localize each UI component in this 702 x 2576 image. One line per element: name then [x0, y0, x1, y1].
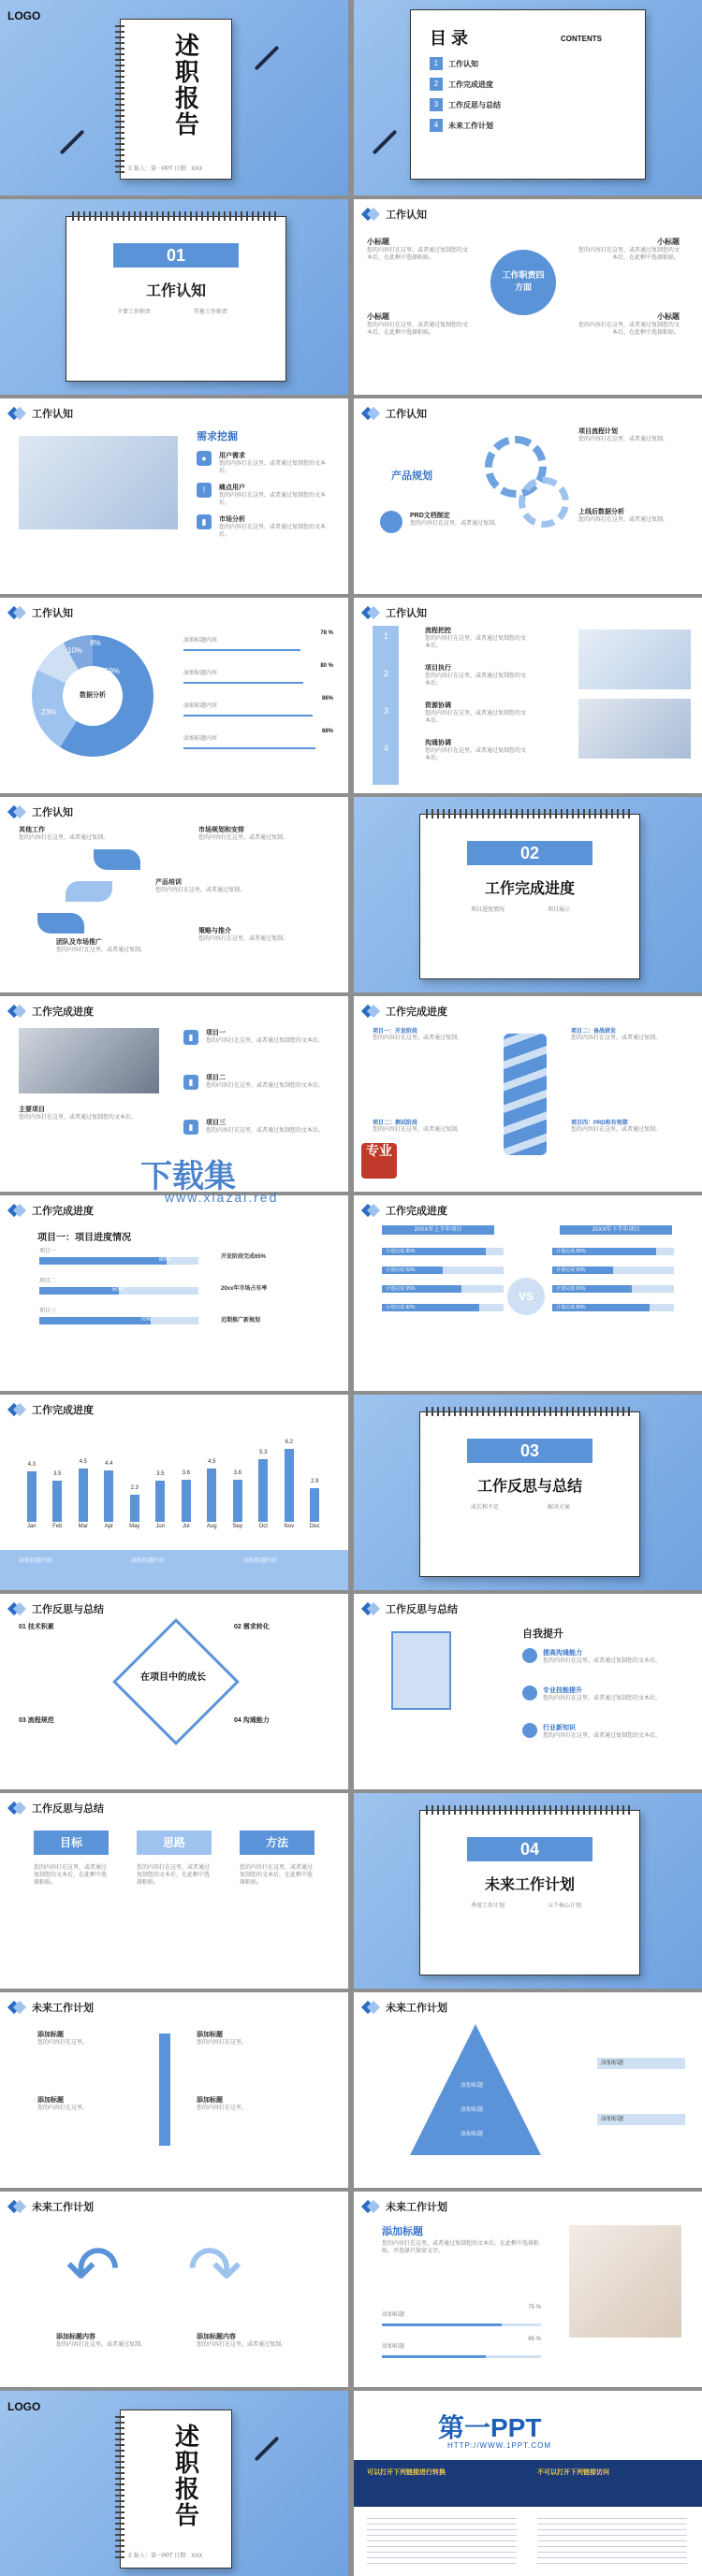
skill-item: 行业新知识 您的内容打在这里，或者通过复制您的文本后。 — [543, 1725, 662, 1739]
section-bullet: 五个核心计划 — [548, 1903, 582, 1909]
month-label: Jan — [26, 1524, 37, 1529]
plan-bar: 计划完成 65% — [382, 1285, 504, 1293]
section-title: 工作完成进度 — [484, 881, 575, 897]
plan-bar: 计划完成 65% — [552, 1285, 674, 1293]
promo-title[interactable]: 可以打开下列链接进行转换 — [367, 2469, 446, 2476]
progress-bar — [39, 1317, 198, 1324]
notebook — [419, 814, 640, 979]
project-item: 项目二：备战研发 您的内容打在这里，或者通过复制。 — [571, 1029, 662, 1041]
slide-promo[interactable] — [354, 2391, 702, 2576]
side-label: 添加标题 — [597, 2058, 685, 2069]
progress-item: 添加标题内容 86% — [183, 695, 333, 716]
quadrant-bottom-left: 小标题 您的内容打在这里，或者通过复制您的文本后，在此框中选择粘贴。 — [367, 312, 469, 336]
notebook — [410, 9, 646, 180]
skill-item: 提高沟通能力 您的内容打在这里，或者通过复制您的文本后。 — [543, 1650, 662, 1664]
project-item: 项目二 您的内容打在这里，或者通过复制您的文本后。 — [206, 1075, 325, 1089]
step-number: 2 — [384, 669, 389, 678]
diamond-icon — [363, 407, 380, 420]
contents-item[interactable]: 1 工作认知 — [430, 57, 501, 70]
progress-item: 添加标题 65 % — [382, 2336, 541, 2358]
slide-section-03[interactable] — [354, 1395, 702, 1590]
spiral — [115, 2416, 124, 2562]
project-item: 项目一 您的内容打在这里，或者通过复制您的文本后。 — [206, 1030, 325, 1044]
clipboard-icon — [391, 1631, 451, 1710]
notebook — [419, 1411, 640, 1577]
monthly-bar-chart — [19, 1430, 328, 1533]
row-label: 项目二 — [39, 1279, 57, 1284]
photo-placeholder — [569, 2225, 681, 2337]
slide-header: 工作认知 — [363, 605, 427, 620]
slide-header: 工作认知 — [363, 207, 427, 222]
section-bullet: 主要工作职责 — [117, 310, 152, 315]
slide-header: 工作反思与总结 — [9, 1801, 104, 1816]
progress-track — [382, 2323, 541, 2326]
step-number: 4 — [384, 744, 389, 753]
chat-icon — [522, 1686, 537, 1700]
diamond-icon — [9, 1204, 26, 1217]
plan-bar: 计划完成 80% — [552, 1304, 674, 1311]
footer-label: 添加标题内容 — [19, 1558, 53, 1564]
plan-bar: 计划完成 85% — [552, 1248, 674, 1255]
person-icon — [380, 511, 402, 533]
slide-header: 未来工作计划 — [9, 2000, 94, 2015]
chart-bar — [27, 1471, 37, 1522]
photo-placeholder — [578, 630, 691, 689]
progress-fill — [382, 2355, 486, 2358]
progress-fill — [382, 2323, 502, 2326]
progress-item: 添加标题 75 % — [382, 2304, 541, 2326]
note: 近期推广新规划 — [221, 1318, 261, 1324]
diamond-icon — [9, 1403, 26, 1416]
chart-icon: ▮ — [183, 1030, 198, 1045]
work-item: 市场规划和安排 您的内容打在这里，或者通过复制。 — [198, 827, 289, 841]
work-item: 其他工作 您的内容打在这里，或者通过复制。 — [19, 827, 110, 841]
eye-icon — [522, 1648, 537, 1663]
plan-item: PRD文档制定 您的内容打在这里，或者通过复制。 — [410, 513, 501, 527]
row-label: 项目三 — [39, 1309, 57, 1314]
chart-bar — [79, 1469, 88, 1522]
slide-reflection-2[interactable] — [354, 1594, 702, 1789]
progress-fill — [39, 1257, 167, 1265]
column-title: 方法 — [240, 1831, 314, 1855]
item-number: 3 — [430, 98, 443, 111]
progress-item: 添加标题内容 88% — [183, 728, 333, 749]
bar-value-label: 4.4 — [105, 1460, 113, 1467]
notebook — [419, 1810, 640, 1975]
diamond-icon — [363, 606, 380, 619]
chart-bar — [233, 1480, 242, 1522]
bar-value-label: 5.3 — [259, 1450, 268, 1456]
diamond-icon — [9, 805, 26, 818]
body-text: 您的内容打在这里，或者通过复制您的文本后，在此框中选择粘贴，并选择只保留文字。 — [382, 2241, 540, 2254]
growth-item: 03 流程规范 — [19, 1717, 54, 1724]
slide-progress-2[interactable] — [354, 996, 702, 1192]
pen-icon — [255, 2437, 280, 2462]
slide-header: 工作认知 — [9, 406, 73, 421]
work-item: 策略与推介 您的内容打在这里，或者通过复制。 — [198, 928, 289, 942]
progress-fill — [39, 1317, 151, 1324]
section-title: 项目一：项目进度情况 — [37, 1233, 131, 1243]
month-label: Jul — [182, 1524, 190, 1529]
slide-plan-2[interactable] — [354, 1992, 702, 2188]
section-number: 02 — [467, 841, 592, 865]
bar-value-label: 3.6 — [182, 1469, 190, 1476]
list-item: 市场分析 您的内容打在这里，或者通过复制您的文本后。 — [219, 516, 327, 538]
brand-name: 第一PPT — [438, 2413, 542, 2442]
work-item: 团队及市场推广 您的内容打在这里，或者通过复制。 — [56, 939, 147, 953]
bar-value-label: 2.9 — [311, 1478, 319, 1484]
chart-icon: ▮ — [183, 1075, 198, 1090]
project-item: 项目二：测试阶段 您的内容打在这里，或者通过复制。 — [373, 1121, 463, 1133]
contents-item[interactable]: 2 工作完成进度 — [430, 78, 501, 91]
list-item: 痛点用户 您的内容打在这里，或者通过复制您的文本后。 — [219, 485, 327, 506]
month-label: Nov — [284, 1524, 295, 1529]
progress-value: 70% — [140, 1317, 153, 1323]
chart-icon: ▮ — [197, 514, 212, 529]
slide-work-cognition-5[interactable] — [354, 598, 702, 793]
bar-value-label: 4.5 — [79, 1459, 87, 1466]
note: 20xx年市场占有率 — [221, 1286, 268, 1292]
section-number: 03 — [467, 1439, 592, 1463]
slide-work-cognition-2[interactable] — [0, 398, 348, 594]
section-title: 未来工作计划 — [484, 1877, 575, 1893]
slide-plan-3[interactable] — [0, 2192, 348, 2387]
quadrant-bottom-right: 小标题 您的内容打在这里，或者通过复制您的文本后，在此框中选择粘贴。 — [578, 312, 680, 336]
month-label: Dec — [309, 1524, 320, 1529]
donut-hole: 数据分析 — [63, 666, 123, 726]
section-bullet: 项目进度情况 — [471, 907, 505, 913]
pen-icon — [255, 46, 280, 71]
cover-title: 述职报告 — [175, 2423, 200, 2529]
pie-label: 23% — [41, 708, 57, 716]
slide-progress-3[interactable] — [0, 1195, 348, 1391]
progress-fill — [39, 1287, 119, 1295]
slide-reflection-3[interactable] — [0, 1793, 348, 1989]
watermark-text: 下载集 — [140, 1159, 236, 1194]
contents-item[interactable]: 4 未来工作计划 — [430, 119, 501, 132]
plan-item: 添加标题 您的内容打在这里。 — [37, 2032, 89, 2046]
footer-label: 添加标题内容 — [131, 1558, 166, 1564]
promo-band — [354, 2460, 702, 2507]
bar-value-label: 4.5 — [208, 1459, 216, 1466]
slide-closing-cover[interactable] — [0, 2391, 348, 2576]
diamond-icon — [9, 1602, 26, 1615]
photo-placeholder — [578, 699, 691, 759]
month-label: Sep — [232, 1524, 243, 1529]
pencil-spiral-icon — [504, 1034, 547, 1155]
column-text: 您的内容打在这里，或者通过复制您的文本后，在此框中选择粘贴。 — [137, 1865, 211, 1886]
footer-band — [0, 1550, 348, 1590]
cover-meta: 汇报人：第一PPT 日期：XXX — [128, 2554, 203, 2559]
progress-line — [183, 682, 303, 684]
chart-icon: ▮ — [183, 1120, 198, 1135]
promo-title[interactable]: 不可以打开下列链接访问 — [537, 2469, 609, 2476]
progress-list — [183, 630, 333, 749]
section-title: 添加标题 — [382, 2226, 423, 2237]
slide-section-02[interactable] — [354, 797, 702, 992]
logo: LOGO — [7, 9, 41, 22]
diamond-icon — [363, 208, 380, 221]
slide-header: 工作认知 — [363, 406, 427, 421]
forward-arrow-icon: ↷ — [187, 2233, 242, 2306]
step-number: 1 — [384, 631, 389, 641]
contents-title: 目 录 — [430, 29, 469, 48]
progress-value: 50% — [112, 1287, 124, 1293]
pie-label: 59% — [105, 667, 121, 675]
notebook — [120, 2410, 232, 2569]
section-title: 自我提升 — [522, 1628, 563, 1640]
slide-cover[interactable] — [0, 0, 348, 195]
pen-icon — [373, 130, 398, 155]
logo: LOGO — [7, 2400, 41, 2413]
arrow-caption: 添加标题内容 您的内容打在这里，或者通过复制。 — [56, 2334, 147, 2348]
return-arrow-icon: ↶ — [66, 2233, 121, 2306]
side-label: 添加标题 — [597, 2114, 685, 2125]
gear-icon — [519, 477, 569, 528]
ribbon-shape — [66, 881, 112, 902]
bar-value-label: 3.5 — [156, 1471, 165, 1477]
pyramid-level: 添加标题 — [461, 2083, 484, 2089]
step-item: 沟通协调 您的内容打在这里，或者通过复制您的文本后。 — [425, 740, 527, 761]
project-item: 项目一：开发阶段 您的内容打在这里，或者通过复制。 — [373, 1029, 463, 1041]
half-year-label: 20XX年上半年项目 — [382, 1225, 494, 1235]
progress-line — [183, 649, 300, 651]
plan-item: 添加标题 您的内容打在这里。 — [197, 2097, 248, 2111]
slide-header: 工作完成进度 — [9, 1402, 94, 1417]
diamond-icon — [363, 1005, 380, 1018]
progress-block — [382, 2304, 541, 2358]
plan-bar: 计划完成 50% — [552, 1266, 674, 1274]
section-bullet: 项目展示 — [548, 907, 571, 913]
diamond-icon — [9, 2200, 26, 2213]
chart-bar — [310, 1488, 319, 1522]
ribbon-shape — [37, 913, 84, 933]
month-label: Feb — [52, 1524, 63, 1529]
note: 开发阶段完成65% — [221, 1254, 267, 1260]
slide-work-cognition-6[interactable] — [0, 797, 348, 992]
progress-item: 添加标题内容 78 % — [183, 630, 333, 651]
notebook — [66, 216, 286, 382]
slide-reflection-1[interactable] — [0, 1594, 348, 1789]
pen-icon — [60, 130, 85, 155]
growth-item: 04 沟通能力 — [234, 1717, 270, 1724]
donut-chart — [32, 635, 154, 757]
diamond-icon — [363, 1204, 380, 1217]
progress-item: 添加标题内容 80 % — [183, 662, 333, 684]
center-circle: 工作职责四方面 — [490, 250, 556, 315]
slide-header: 工作认知 — [9, 605, 73, 620]
watermark-site: www.xiazai.red — [165, 1190, 279, 1205]
column-title: 目标 — [34, 1831, 109, 1855]
progress-bar — [39, 1257, 198, 1265]
pie-label: 8% — [90, 639, 101, 647]
month-label: Aug — [206, 1524, 217, 1529]
diamond-icon — [9, 1005, 26, 1018]
project-item: 项目四：PRD和有效期 您的内容打在这里，或者通过复制。 — [571, 1121, 662, 1133]
slide-plan-1[interactable] — [0, 1992, 348, 2188]
diamond-icon — [9, 407, 26, 420]
slide-header: 工作反思与总结 — [9, 1601, 104, 1616]
plan-item: 添加标题 您的内容打在这里。 — [197, 2032, 248, 2046]
slide-header: 工作完成进度 — [9, 1203, 94, 1218]
plan-bar: 计划完成 50% — [382, 1266, 504, 1274]
slide-header: 工作认知 — [9, 804, 73, 819]
contents-list — [430, 57, 501, 132]
main-project: 主要项目 您的内容打在这里，或者通过复制您的文本后。 — [19, 1107, 138, 1121]
watermark-badge: 专业 — [361, 1143, 397, 1179]
chart-bar — [130, 1495, 139, 1522]
slide-progress-4[interactable] — [354, 1195, 702, 1391]
slide-section-01[interactable] — [0, 199, 348, 395]
project-item: 项目三 您的内容打在这里，或者通过复制您的文本后。 — [206, 1120, 325, 1134]
month-label: Jun — [155, 1524, 166, 1529]
progress-line — [183, 715, 313, 716]
section-number: 04 — [467, 1837, 592, 1861]
section-title: 需求挖掘 — [197, 431, 238, 442]
list-item: 用户需求 您的内容打在这里，或者通过复制您的文本后。 — [219, 453, 327, 474]
section-title: 工作反思与总结 — [476, 1479, 582, 1495]
contents-item[interactable]: 3 工作反思与总结 — [430, 98, 501, 111]
slide-work-cognition-1[interactable] — [354, 199, 702, 395]
step-item: 资源协调 您的内容打在这里，或者通过复制您的文本后。 — [425, 702, 527, 724]
left-rows — [382, 1248, 504, 1311]
spiral — [426, 809, 634, 818]
section-bullet: 成长和不足 — [471, 1505, 500, 1511]
diamond-icon — [363, 2200, 380, 2213]
step-item: 流程把控 您的内容打在这里，或者通过复制您的文本后。 — [425, 628, 527, 649]
photo-placeholder — [19, 1028, 159, 1093]
slide-work-cognition-4[interactable] — [0, 598, 348, 793]
diamond-icon — [363, 2001, 380, 2014]
diamond-icon — [363, 1602, 380, 1615]
diamond-icon — [9, 2001, 26, 2014]
month-label: May — [129, 1524, 140, 1529]
chart-bar — [155, 1481, 165, 1522]
bar-value-label: 6.2 — [285, 1440, 293, 1446]
brand-url: HTTP://WWW.1PPT.COM — [447, 2441, 551, 2450]
photo-placeholder — [19, 436, 178, 529]
progress-value: 80% — [159, 1257, 171, 1263]
spiral — [426, 1805, 634, 1815]
item-number: 1 — [430, 57, 443, 70]
section-bullet: 其他工作职责 — [194, 310, 228, 315]
growth-item: 01 技术积累 — [19, 1624, 54, 1630]
pyramid-level: 添加标题 — [461, 2132, 484, 2137]
user-icon: ● — [197, 451, 212, 466]
slide-header: 工作反思与总结 — [363, 1601, 458, 1616]
vs-circle: VS — [507, 1278, 545, 1315]
half-year-label: 20XX年下半年项目 — [560, 1225, 672, 1235]
cover-meta: 汇报人：第一PPT 日期：XXX — [128, 166, 203, 172]
quadrant-top-left: 小标题 您的内容打在这里，或者通过复制您的文本后，在此框中选择粘贴。 — [367, 238, 469, 261]
user-icon — [522, 1723, 537, 1738]
quadrant-top-right: 小标题 您的内容打在这里，或者通过复制您的文本后，在此框中选择粘贴。 — [578, 238, 680, 261]
slide-header: 未来工作计划 — [363, 2199, 447, 2214]
arrow-caption: 添加标题内容 您的内容打在这里，或者通过复制。 — [197, 2334, 287, 2348]
pencil-icon — [159, 2033, 170, 2146]
month-label: Apr — [104, 1524, 113, 1529]
section-bullet: 解决方案 — [548, 1505, 571, 1511]
warning-icon: ! — [197, 483, 212, 498]
bar-value-label: 2.3 — [130, 1485, 139, 1492]
spiral — [426, 1407, 634, 1416]
bar-value-label: 3.6 — [233, 1469, 241, 1476]
row-label: 项目一 — [39, 1249, 57, 1254]
progress-track — [382, 2355, 541, 2358]
chart-bar — [207, 1469, 216, 1522]
section-title: 产品规划 — [391, 470, 432, 482]
slide-plan-4[interactable] — [354, 2192, 702, 2387]
growth-item: 02 需求转化 — [234, 1624, 270, 1630]
work-item: 产品培训 您的内容打在这里，或者通过复制。 — [155, 879, 246, 893]
plan-item: 项目流程计划 您的内容打在这里，或者通过复制。 — [578, 428, 669, 442]
pyramid-level: 添加标题 — [461, 2107, 484, 2113]
chart-bar — [285, 1449, 294, 1522]
chart-bar — [182, 1480, 191, 1522]
slide-header: 未来工作计划 — [363, 2000, 447, 2015]
column-text: 您的内容打在这里，或者通过复制您的文本后，在此框中选择粘贴。 — [34, 1865, 108, 1886]
column-title: 思路 — [137, 1831, 212, 1855]
center-label: 在项目中的成长 — [140, 1672, 206, 1683]
footer-label: 添加标题内容 — [243, 1558, 278, 1564]
step-column — [373, 626, 399, 785]
slide-header: 工作完成进度 — [9, 1004, 94, 1019]
chart-bar — [258, 1459, 268, 1522]
bar-value-label: 3.5 — [53, 1471, 62, 1477]
slide-header: 工作完成进度 — [363, 1203, 447, 1218]
section-title: 工作认知 — [145, 283, 206, 299]
plan-item: 上线后数据分析 您的内容打在这里，或者通过复制。 — [578, 509, 669, 523]
month-label: Mar — [78, 1524, 88, 1529]
chart-bar — [52, 1481, 62, 1522]
cover-title: 述职报告 — [175, 32, 200, 138]
slide-section-04[interactable] — [354, 1793, 702, 1989]
spiral — [115, 25, 124, 173]
column-text: 您的内容打在这里，或者通过复制您的文本后，在此框中选择粘贴。 — [240, 1865, 314, 1886]
plan-item: 添加标题 您的内容打在这里。 — [37, 2097, 89, 2111]
slide-contents[interactable] — [354, 0, 702, 195]
diamond-icon — [9, 1802, 26, 1815]
pie-label: 10% — [67, 646, 83, 655]
diamond-icon — [9, 606, 26, 619]
section-number: 01 — [113, 243, 239, 268]
step-number: 3 — [384, 706, 389, 716]
item-number: 4 — [430, 119, 443, 132]
plan-bar: 计划完成 85% — [382, 1248, 504, 1255]
step-item: 项目执行 您的内容打在这里，或者通过复制您的文本后。 — [425, 665, 527, 687]
progress-line — [183, 747, 315, 749]
ribbon-shape — [94, 849, 140, 870]
right-rows — [552, 1248, 674, 1311]
slide-header: 工作完成进度 — [363, 1004, 447, 1019]
bar-value-label: 4.3 — [27, 1461, 36, 1468]
plan-bar: 计划完成 80% — [382, 1304, 504, 1311]
chart-bar — [104, 1470, 113, 1522]
slide-header: 未来工作计划 — [9, 2199, 94, 2214]
slide-work-cognition-3[interactable] — [354, 398, 702, 594]
notebook — [120, 19, 232, 180]
month-label: Oct — [258, 1524, 268, 1529]
skill-item: 专业技能提升 您的内容打在这里，或者通过复制您的文本后。 — [543, 1687, 662, 1701]
contents-subtitle: CONTENTS — [561, 35, 602, 43]
item-number: 2 — [430, 78, 443, 91]
slide-progress-5[interactable] — [0, 1395, 348, 1590]
spiral — [72, 211, 280, 221]
section-bullet: 季度工作计划 — [471, 1903, 505, 1909]
link-list[interactable] — [367, 2518, 517, 2565]
link-list[interactable] — [537, 2518, 687, 2565]
